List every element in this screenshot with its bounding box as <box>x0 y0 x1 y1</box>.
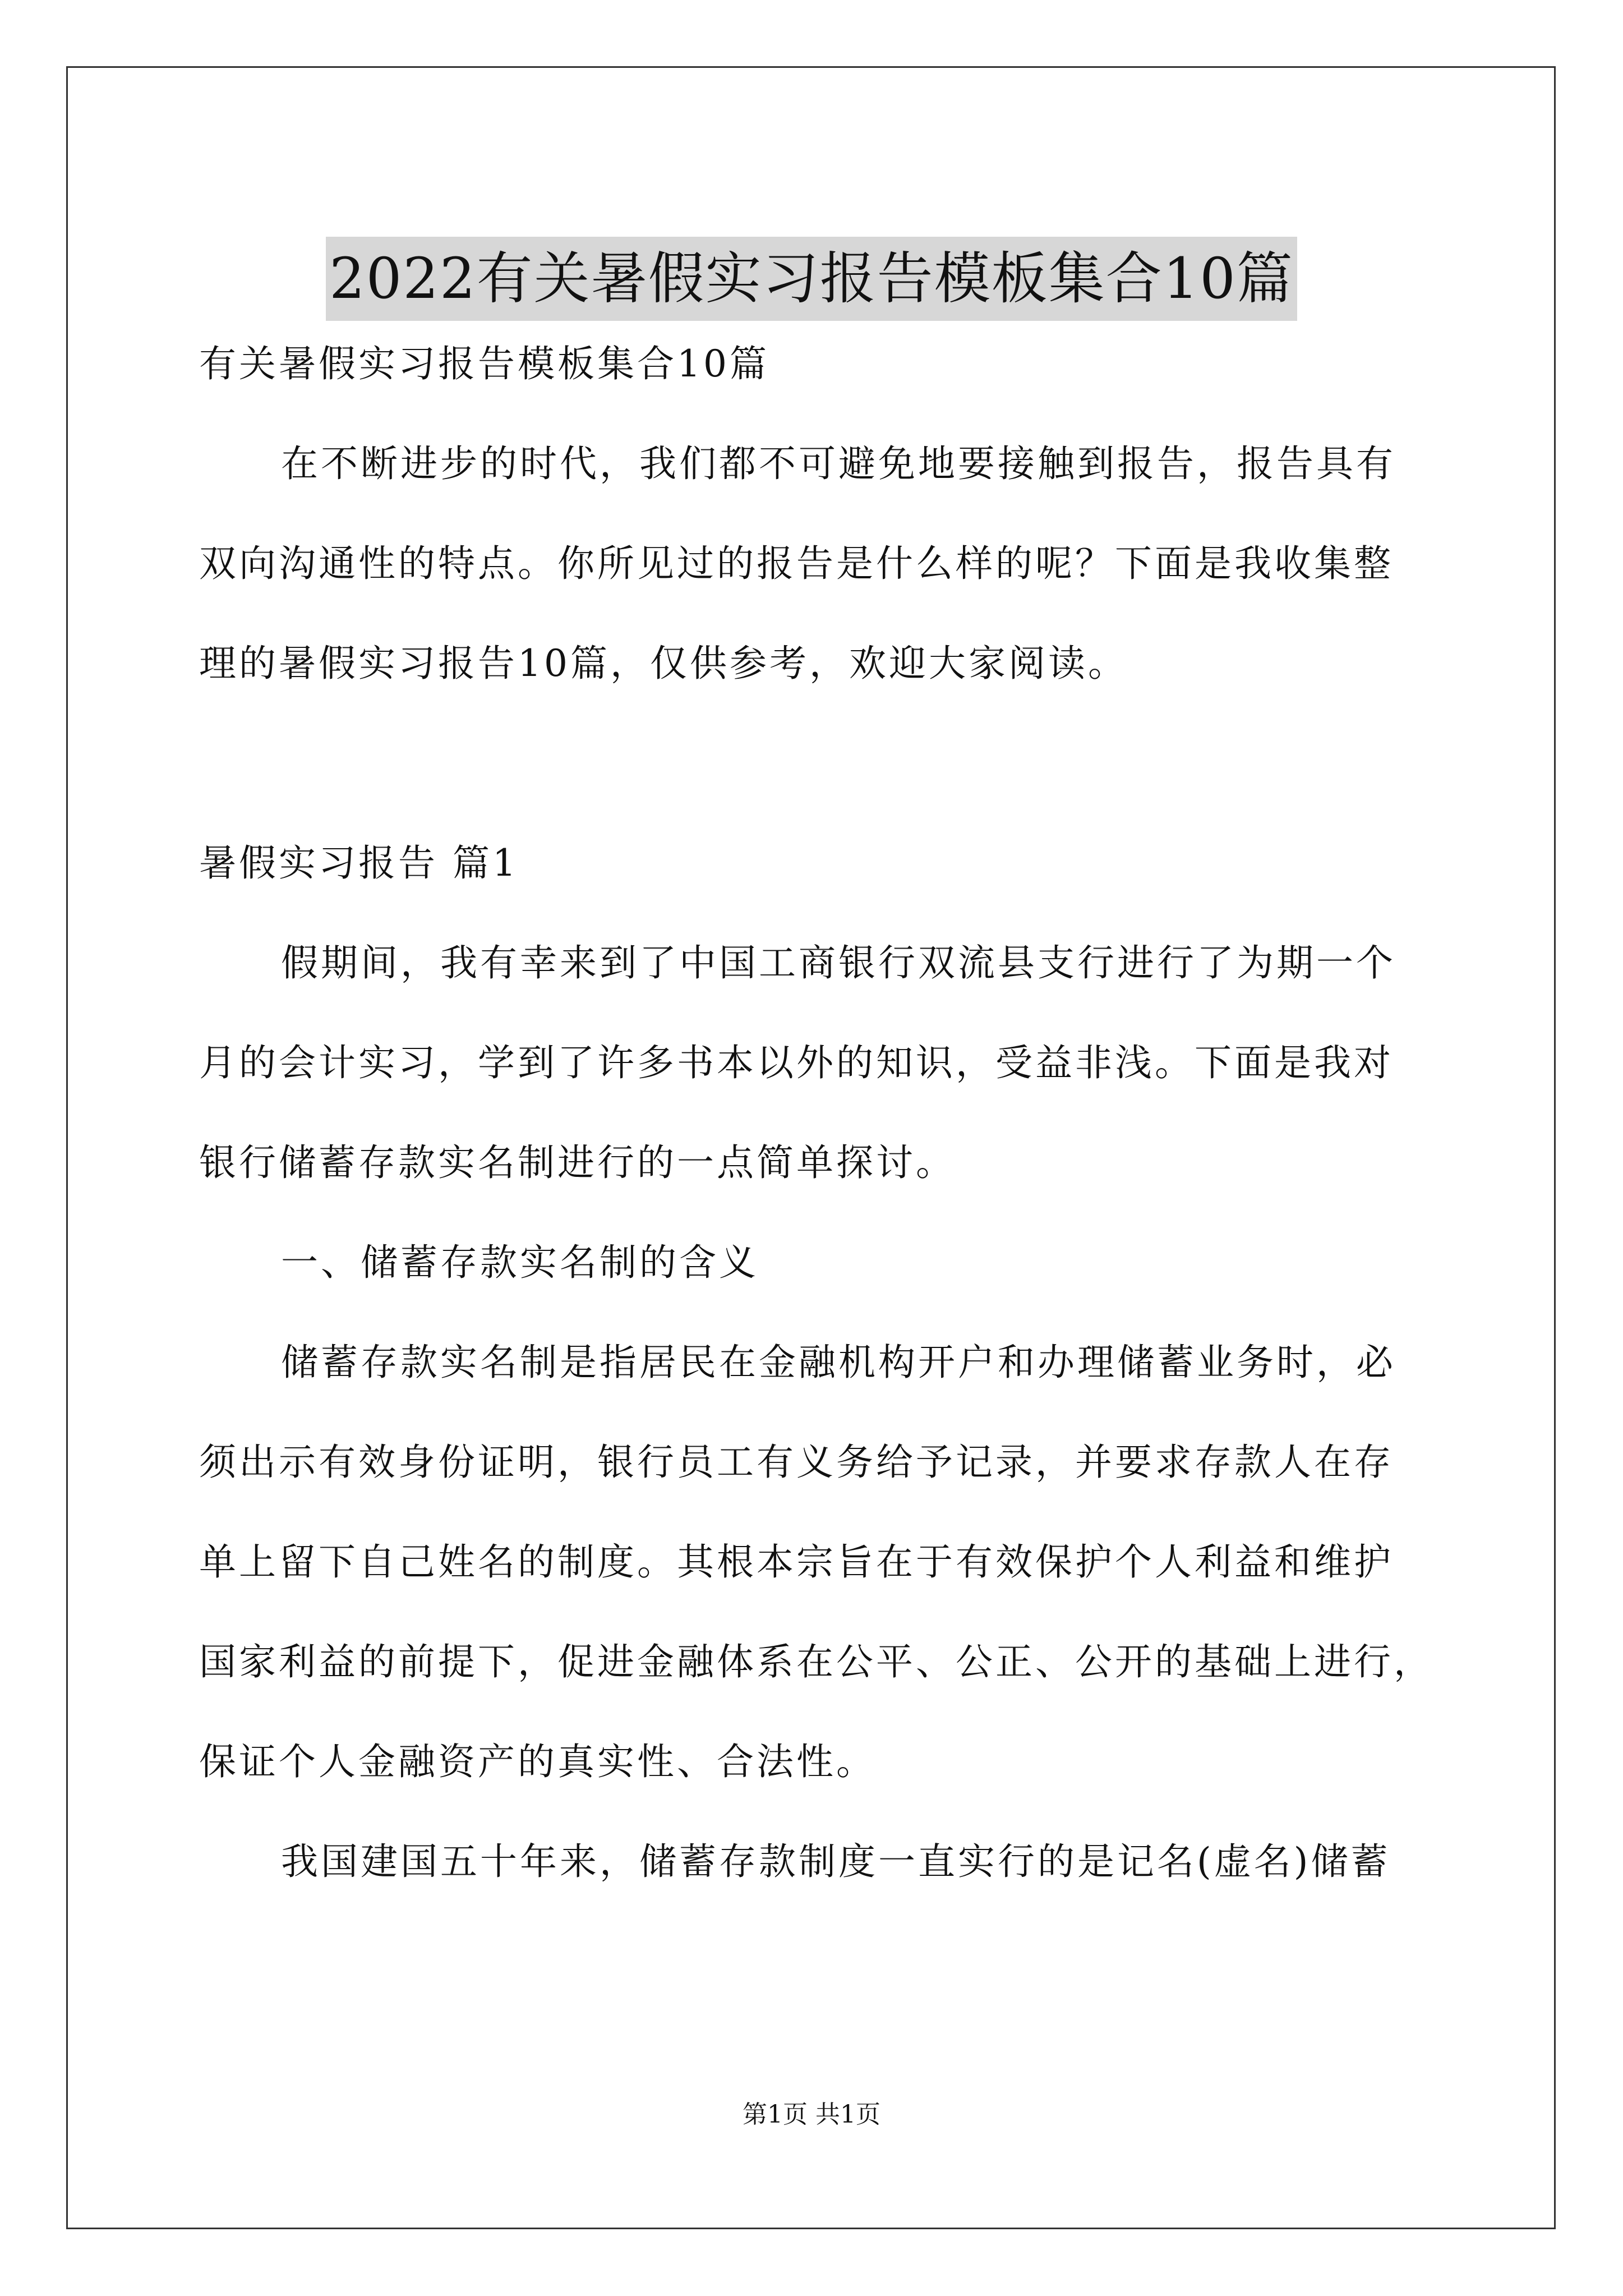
body-line: 假期间，我有幸来到了中国工商银行双流县支行进行了为期一个 <box>281 941 1396 984</box>
document-subtitle: 有关暑假实习报告模板集合10篇 <box>199 342 769 385</box>
document-title: 2022有关暑假实习报告模板集合10篇 <box>326 237 1297 321</box>
body-line: 月的会计实习，学到了许多书本以外的知识，受益非浅。下面是我对 <box>199 1041 1394 1084</box>
subsection-heading: 一、储蓄存款实名制的含义 <box>281 1241 759 1284</box>
body-line: 须出示有效身份证明，银行员工有义务给予记录，并要求存款人在存 <box>199 1441 1394 1484</box>
body-line: 我国建国五十年来，储蓄存款制度一直实行的是记名(虚名)储蓄 <box>281 1840 1391 1883</box>
body-line: 银行储蓄存款实名制进行的一点简单探讨。 <box>199 1141 956 1184</box>
body-line: 单上留下自己姓名的制度。其根本宗旨在于有效保护个人利益和维护 <box>199 1540 1394 1584</box>
body-line: 保证个人金融资产的真实性、合法性。 <box>199 1740 876 1783</box>
body-line: 国家利益的前提下，促进金融体系在公平、公正、公开的基础上进行， <box>199 1640 1433 1683</box>
intro-line: 理的暑假实习报告10篇，仅供参考，欢迎大家阅读。 <box>199 642 1128 685</box>
section-heading: 暑假实习报告 篇1 <box>199 841 519 885</box>
document-body <box>199 314 1444 1912</box>
page-footer <box>0 2098 1623 2132</box>
intro-line: 在不断进步的时代，我们都不可避免地要接触到报告，报告具有 <box>281 442 1396 485</box>
intro-line: 双向沟通性的特点。你所见过的报告是什么样的呢？下面是我收集整 <box>199 542 1394 585</box>
paragraph-gap <box>199 714 1444 813</box>
page-number: 第1页 共1页 <box>743 2100 880 2129</box>
body-line: 储蓄存款实名制是指居民在金融机构开户和办理储蓄业务时，必 <box>281 1341 1396 1384</box>
